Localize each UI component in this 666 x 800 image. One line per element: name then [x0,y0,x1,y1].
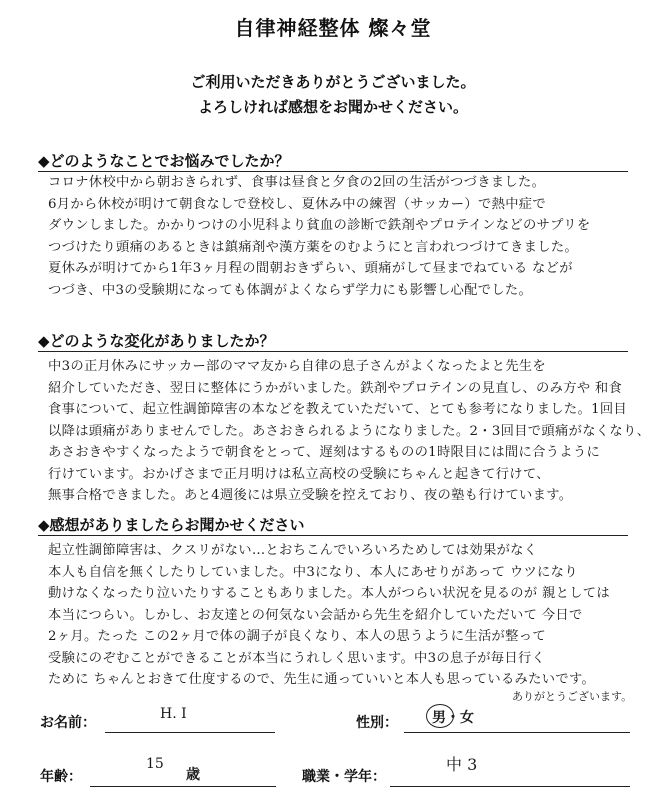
answer-line: 本当につらい。しかし、お友達との何気ない会話から先生を紹介していただいて 今日で [48,607,583,623]
answer-line: ダウンしました。かかりつけの小児科より貧血の診断で鉄剤やプロテインなどのサプリを [48,218,591,233]
answer-line: 本人も自信を無くしたりしていました。中3になり、本人にあせりがあって ウツになり [48,564,578,580]
age-label: 年齢： [40,769,82,785]
gender-label: 性別： [356,715,398,731]
intro-text [0,70,666,120]
name-label: お名前： [40,715,96,731]
intro-line-1: ご利用いただきありがとうございました。 [190,73,476,91]
answer-line: 無事合格できました。あと4週後には県立受験を控えており、夜の塾も行けています。 [48,488,573,503]
answer-line: つづけたり頭痛のあるときは鎮痛剤や漢方薬をのむようにと言われつづけてきました。 [48,239,579,255]
answer-line: ために ちゃんとおきて仕度するので、先生に通っていいと本人も思っているみたいです。 [48,672,596,687]
name-underline [105,732,275,733]
clinic-title: 自律神経整体 燦々堂 [234,16,432,40]
answer-line: 中3の正月休みにサッカー部のママ友から自律の息子さんがよくなったよと先生を [48,359,546,374]
answer-line: 夏休みが明けてから1年3ヶ月程の間朝おきずらい、頭痛がして昼までねている などが [48,261,573,276]
age-underline [90,786,276,787]
answer-line: 行けています。おかげさまで正月明けは私立高校の受験にちゃんと起きて行けて、 [48,466,550,482]
answer-line: 以降は頭痛がありませんでした。あさおきられるようになりました。2・3回目で頭痛がなくなり、 [48,423,651,439]
answer-line: コロナ休校中から朝おきられず、食事は昼食と夕食の2回の生活がつづきました。 [48,175,546,190]
occupation-label: 職業・学年： [302,769,386,785]
section-divider [38,535,628,536]
answer-line: つづき、中3の受験期になっても体調がよくならず学力にも影響し心配でした。 [48,282,533,298]
gender-options: 男・女 [432,710,474,726]
closing-thanks: ありがとうございます。 [512,690,633,703]
occupation-underline [390,786,630,787]
answer-line: 6月から休校が明けて朝食なしで登校し、夏休み中の練習（サッカー）で熱中症で [48,196,546,212]
answer-line: 起立性調節障害は、クスリがない…とおちこんでいろいろためしては効果がなく [48,543,538,558]
answer-line: 動けなくなったり泣いたりすることもありました。本人がつらい状況を見るのが 親としては [48,586,610,601]
section-divider [38,351,628,352]
occupation-value: 中 3 [446,755,478,774]
gender-selected-circle [426,704,454,728]
answer-line: あさおきやすくなったようで朝食をとって、遅刻はするものの1時限目には間に合うように [48,445,601,460]
answer-impressions [48,540,634,691]
answer-line: 紹介していただき、翌日に整体にうかがいました。鉄剤やプロテインの見直し、のみ方や 和食 [48,380,623,396]
answer-changes [48,356,651,507]
question-changes: ◆どのような変化がありましたか？ [38,332,275,350]
question-worries: ◆どのようなことでお悩みでしたか？ [38,152,290,170]
age-unit: 歳 [186,767,200,783]
answer-line: 2ヶ月。たった この2ヶ月で体の調子が良くなり、本人の思うように生活が整って [48,629,546,644]
answer-line: 受験にのぞむことができることが本当にうれしく思います。中3の息子が毎日行く [48,650,546,666]
question-impressions: ◆感想がありましたらお聞かせください [38,516,305,534]
name-value: H. I [160,706,187,722]
answer-worries [48,172,634,301]
intro-line-2: よろしければ感想をお聞かせください。 [197,98,468,116]
age-value: 15 [146,756,164,772]
answer-line: 食事について、起立性調節障害の本などを教えていただいて、とても参考になりました。1回目 [48,402,628,417]
gender-underline [404,732,630,733]
